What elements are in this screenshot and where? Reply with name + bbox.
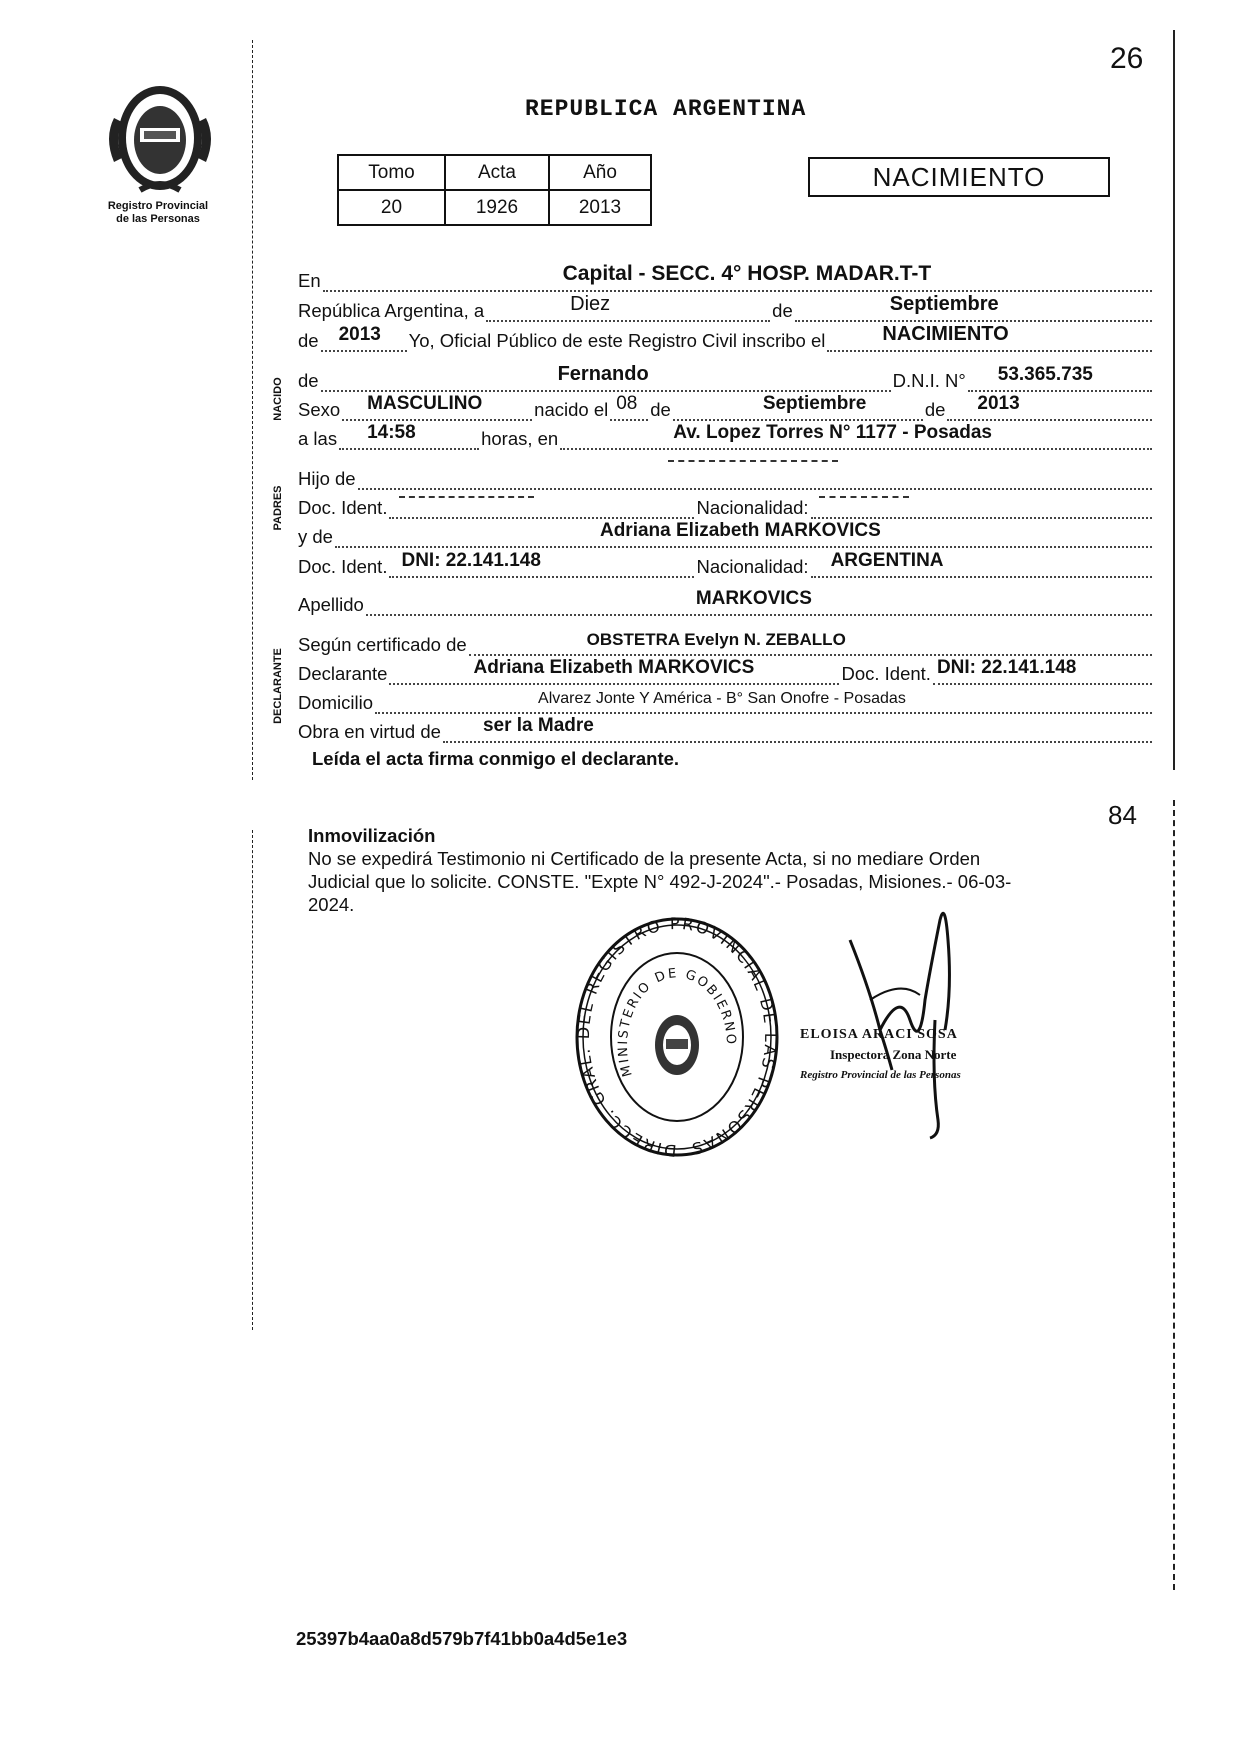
y-de-label: y de	[298, 526, 333, 547]
name-dots	[321, 364, 891, 392]
ref-header-tomo: Tomo	[338, 155, 445, 190]
alas-label: a las	[298, 428, 338, 449]
section-label-padres: PADRES	[272, 485, 284, 531]
domicilio-value: Alvarez Jonte Y América - B° San Onofre - Posadas	[538, 690, 906, 707]
signer-role: Inspectora Zona Norte	[830, 1047, 957, 1062]
right-margin-line	[1173, 30, 1175, 770]
declarante-value: Adriana Elizabeth MARKOVICS	[473, 657, 755, 678]
newborn-dni-value: 53.365.735	[997, 364, 1093, 385]
page-number: 26	[1110, 42, 1144, 75]
hour-dots	[339, 422, 479, 450]
row-republica	[298, 293, 1154, 322]
domicilio-dots	[375, 686, 1152, 714]
segun-value: OBSTETRA Evelyn N. ZEBALLO	[586, 630, 846, 649]
declarante-doc-label: Doc. Ident.	[841, 663, 931, 684]
mother-doc-value: DNI: 22.141.148	[401, 550, 541, 571]
signature-block	[800, 1025, 1020, 1085]
official-seal	[572, 915, 782, 1165]
month-dots	[795, 294, 1152, 322]
apellido-value: MARKOVICS	[695, 588, 812, 609]
place-dots	[560, 422, 1152, 450]
year-value: 2013	[338, 324, 381, 345]
republica-label: República Argentina, a	[298, 300, 485, 321]
document-title: REPUBLICA ARGENTINA	[525, 96, 807, 122]
signature-icon	[830, 880, 970, 1140]
row-inscribo	[298, 323, 1154, 352]
segun-label: Según certificado de	[298, 634, 467, 655]
month-value: Septiembre	[889, 293, 999, 315]
doc2-dots	[389, 550, 694, 578]
row-sexo	[298, 395, 1154, 421]
nac1-blank-mark	[819, 496, 909, 498]
note-title: Inmovilización	[308, 825, 436, 846]
document-hash: 25397b4aa0a8d579b7f41bb0a4d5e1e3	[296, 1628, 628, 1649]
inscribo-value: NACIMIENTO	[882, 323, 1009, 345]
row-domicilio	[298, 688, 1154, 714]
declarante-doc-value: DNI: 22.141.148	[936, 657, 1077, 678]
right-margin-line-lower	[1173, 800, 1175, 1590]
birth-year-value: 2013	[977, 393, 1020, 414]
ref-value-tomo: 20	[338, 190, 445, 225]
hijo-de-label: Hijo de	[298, 468, 356, 489]
sexo-label: Sexo	[298, 399, 341, 420]
declarante-label: Declarante	[298, 663, 388, 684]
immobilization-note	[308, 824, 1168, 916]
provincial-logo	[100, 78, 220, 198]
left-margin-line-lower	[252, 830, 253, 1330]
en-value: Capital - SECC. 4° HOSP. MADAR.T-T	[562, 262, 932, 285]
doc1-blank-mark	[399, 496, 534, 498]
dni-dots	[968, 364, 1152, 392]
domicilio-label: Domicilio	[298, 692, 374, 713]
row-hora	[298, 424, 1154, 450]
obra-dots	[443, 715, 1152, 743]
birth-month-dots	[673, 393, 923, 421]
inscribo-text: Yo, Oficial Público de este Registro Civil inscribo el	[408, 330, 826, 351]
nac2-dots	[811, 550, 1152, 578]
nacido-el-label: nacido el	[534, 399, 609, 420]
birth-day-value: 08	[616, 393, 638, 414]
birth-year-dots	[947, 393, 1152, 421]
record-kind-box	[808, 157, 1110, 197]
day-dots	[486, 294, 770, 322]
father-blank-mark	[668, 460, 838, 462]
year-prefix-label: de	[298, 330, 319, 351]
ref-header-acta: Acta	[445, 155, 549, 190]
row-doc2	[298, 552, 1154, 578]
row-declarante	[298, 659, 1154, 685]
seal-icon	[572, 915, 782, 1165]
birth-de1-label: de	[650, 399, 671, 420]
row-y-de	[298, 522, 1154, 548]
birth-day-dots	[610, 393, 648, 421]
note-line3: 2024.	[308, 894, 355, 915]
obra-value: ser la Madre	[482, 715, 594, 736]
birth-de2-label: de	[924, 399, 946, 420]
sexo-value: MASCULINO	[367, 393, 483, 414]
doc1-label: Doc. Ident.	[298, 497, 388, 518]
birth-hour-value: 14:58	[367, 422, 416, 443]
obra-label: Obra en virtud de	[298, 721, 441, 742]
row-nacido-nombre	[298, 363, 1154, 392]
segun-dots	[469, 628, 1152, 656]
inscribo-dots	[827, 324, 1152, 352]
seal-outer-text: DIRECC. GRAL. DEL REGISTRO PROVINCIAL DE LAS PERSONAS	[573, 915, 781, 1161]
signature-scribble	[830, 880, 970, 1140]
ref-header-anio: Año	[549, 155, 651, 190]
row-apellido	[298, 590, 1154, 616]
section-label-declarante: DECLARANTE	[272, 648, 284, 724]
left-margin-line	[252, 40, 253, 780]
father-dots	[358, 462, 1152, 490]
horas-label: horas, en	[481, 428, 559, 449]
ref-value-anio: 2013	[549, 190, 651, 225]
row-en	[298, 262, 1154, 292]
logo-caption	[88, 200, 228, 226]
mother-name-value: Adriana Elizabeth MARKOVICS	[599, 520, 881, 541]
secondary-page-number: 84	[1108, 800, 1137, 830]
nacido-de-label: de	[298, 370, 319, 391]
dni-label: D.N.I. N°	[892, 370, 966, 391]
record-kind: NACIMIENTO	[872, 161, 1046, 192]
declarante-doc-dots	[933, 657, 1152, 685]
de-label: de	[772, 300, 793, 321]
row-doc1	[298, 493, 1154, 519]
reference-table	[337, 154, 652, 226]
en-label: En	[298, 270, 321, 291]
day-value: Diez	[570, 293, 611, 315]
mother-dots	[335, 520, 1152, 548]
nac1-label: Nacionalidad:	[696, 497, 809, 518]
logo-caption-line2: de las Personas	[116, 213, 200, 225]
sexo-dots	[342, 393, 532, 421]
signer-name: ELOISA ARACI SOSA	[800, 1027, 958, 1042]
apellido-label: Apellido	[298, 594, 364, 615]
reference-table-values	[338, 190, 651, 225]
year-dots	[321, 324, 407, 352]
section-label-nacido: NACIDO	[272, 377, 284, 421]
signer-org: Registro Provincial de las Personas	[800, 1069, 961, 1081]
logo-emblem-icon	[100, 78, 220, 198]
declarante-dots	[389, 657, 839, 685]
reference-table-header	[338, 155, 651, 190]
apellido-dots	[366, 588, 1152, 616]
birth-month-value: Septiembre	[762, 393, 867, 414]
birth-place-value: Av. Lopez Torres N° 1177 - Posadas	[673, 422, 992, 443]
nac1-dots	[811, 491, 1152, 519]
note-line2: Judicial que lo solicite. CONSTE. "Expte N° 492-J-2024".- Posadas, Misiones.- 06-03-	[308, 871, 1012, 892]
newborn-name-value: Fernando	[557, 363, 649, 385]
mother-nationality-value: ARGENTINA	[830, 550, 944, 571]
doc1-dots	[389, 491, 694, 519]
nac2-label: Nacionalidad:	[696, 556, 809, 577]
note-line1: No se expedirá Testimonio ni Certificado de la presente Acta, si no mediare Orden	[308, 848, 981, 869]
closing-statement: Leída el acta firma conmigo el declarante.	[312, 748, 680, 769]
ref-value-acta: 1926	[445, 190, 549, 225]
row-obra	[298, 717, 1154, 743]
en-dots	[323, 264, 1152, 292]
seal-inner-text: MINISTERIO DE GOBIERNO	[615, 966, 739, 1079]
row-segun	[298, 630, 1154, 656]
doc2-label: Doc. Ident.	[298, 556, 388, 577]
logo-caption-line1: Registro Provincial	[107, 200, 209, 212]
row-hijo-de	[298, 464, 1154, 490]
